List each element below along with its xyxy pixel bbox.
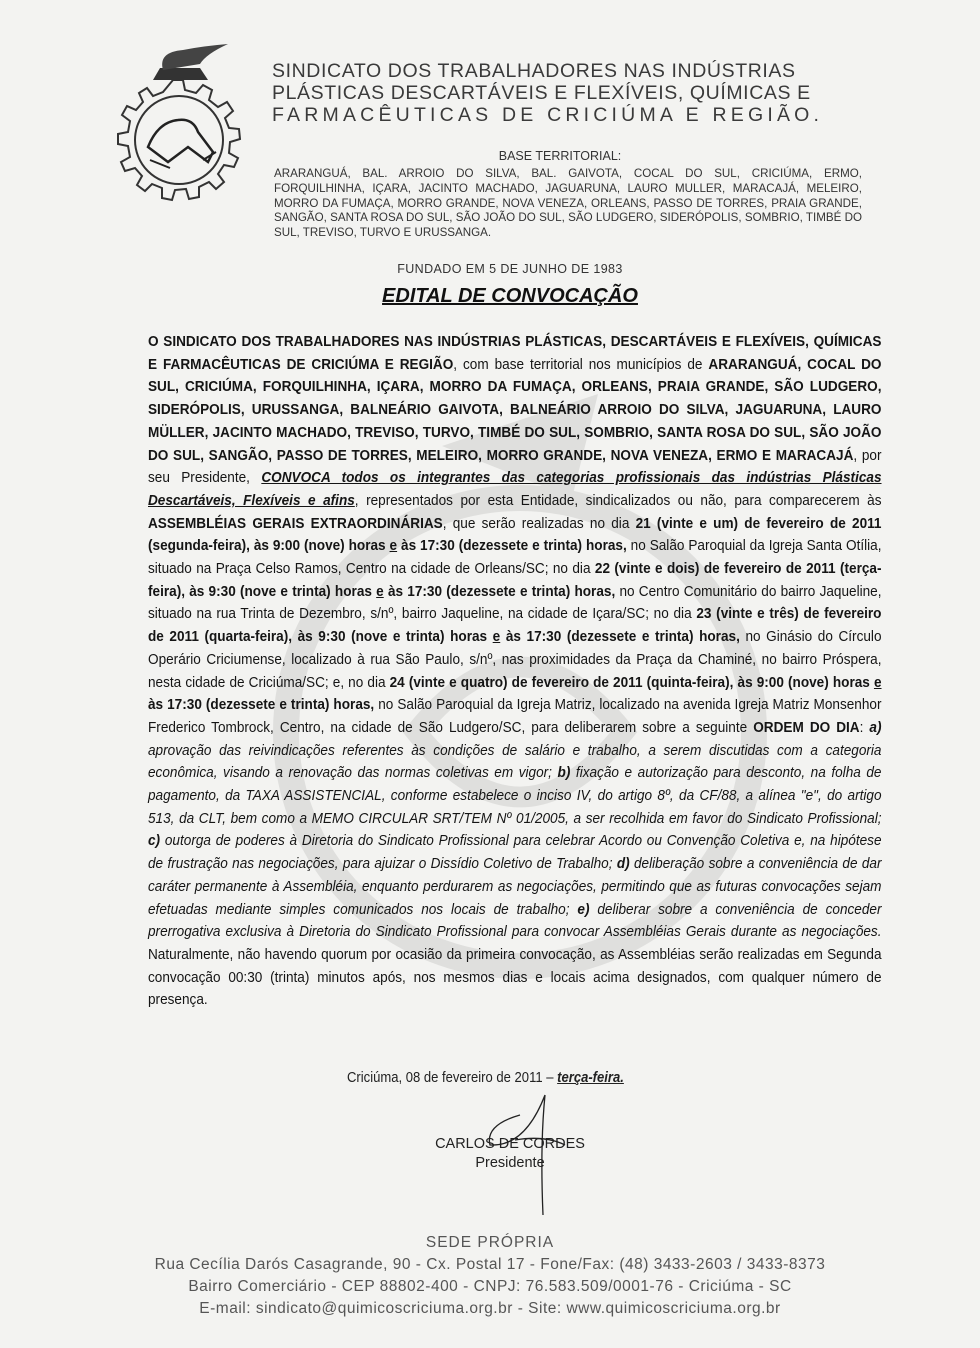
footer-contact: E-mail: sindicato@quimicoscriciuma.org.br - Site: www.quimicoscriciuma.org.br bbox=[199, 1300, 781, 1317]
paragraph-segment: fixação e autorização para desconto, na folha de pagamento, da TAXA ASSISTENCIAL, conforme estabelece o inciso IV, do artigo 8º, da CF/88, a alínea "e", do artigo 513, da CLT, bem como a MEMO CIRCULAR SRT/TEM Nº 01/2005, a ser recolhida em favor do Sindicato Profissional; bbox=[148, 764, 882, 827]
signer-block bbox=[420, 1135, 600, 1173]
paragraph-segment: às 17:30 (dezessete e trinta) horas, bbox=[383, 582, 616, 600]
paragraph-segment: às 17:30 (dezessete e trinta) horas, bbox=[500, 628, 740, 646]
paragraph-segment: c) bbox=[148, 832, 161, 850]
paragraph-segment: e bbox=[389, 537, 398, 555]
paragraph-segment: e bbox=[492, 628, 501, 646]
paragraph-segment: às 17:30 (dezessete e trinta) horas, bbox=[397, 537, 627, 555]
paragraph-segment: d) bbox=[616, 855, 630, 873]
paragraph-segment: no Salão Paroquial da Igreja Matriz, localizado na avenida Igreja Matriz Monsenhor Frederico Tombrock, Centro, na cidade de São Ludgero/SC, para deliberarem sobre a seguinte bbox=[148, 696, 882, 736]
paragraph-segment: O SINDICATO DOS TRABALHADORES NAS INDÚSTRIAS PLÁSTICAS, DESCARTÁVEIS E FLEXÍVEIS, QUÍMICAS E FARMACÊUTICAS DE CRICIÚMA E REGIÃO bbox=[148, 333, 882, 373]
union-logo-icon bbox=[88, 42, 258, 227]
paragraph-segment: e) bbox=[577, 900, 590, 918]
paragraph-segment: aprovação das reivindicações referentes às condições de salário e trabalho, a serem discutidas com a categoria econômica, visando a renovação das normas coletivas em vigor; bbox=[148, 741, 882, 782]
base-territorial-title: BASE TERRITORIAL: bbox=[498, 149, 622, 163]
closing-weekday: terça-feira. bbox=[557, 1070, 624, 1086]
paragraph-segment: no Salão Paroquial da Igreja Santa Otília, situado na Praça Celso Ramos, Centro na cidade de Orleans/SC; no dia bbox=[148, 537, 882, 578]
paragraph-segment: e bbox=[873, 673, 882, 691]
footer-title: SEDE PRÓPRIA bbox=[425, 1234, 555, 1251]
footer-address: Rua Cecília Darós Casagrande, 90 - Cx. Postal 17 - Fone/Fax: (48) 3433-2603 / 3433-8373 bbox=[154, 1256, 826, 1273]
organization-name bbox=[272, 60, 872, 126]
closing-date-line bbox=[347, 1070, 624, 1086]
paragraph-segment: , com base territorial nos municípios de bbox=[453, 355, 709, 373]
paragraph-segment: a) bbox=[869, 718, 882, 736]
organization-name-line-3: FARMACÊUTICAS DE CRICIÚMA E REGIÃO. bbox=[272, 104, 824, 126]
footer-district: Bairro Comerciário - CEP 88802-400 - CNPJ: 76.583.509/0001-76 - Criciúma - SC bbox=[188, 1278, 792, 1295]
paragraph-segment: outorga de poderes à Diretoria do Sindicato Profissional para celebrar Acordo ou Convenção Coletiva e, na hipótese de frustração nas negociações, para ajuizar o Dissídio Coletivo de Trabalho; bbox=[148, 832, 882, 873]
paragraph-segment: ARARANGUÁ, COCAL DO SUL, CRICIÚMA, FORQUILHINHA, IÇARA, MORRO DA FUMAÇA, ORLEANS, PRAIA GRANDE, SÃO LUDGERO, SIDERÓPOLIS, URUSSANGA, BALNEÁRIO GAIVOTA, BALNEÁRIO ARROIO DO SILVA, JAGUARUNA, LAURO MÜLLER, JACINTO MACHADO, TREVISO, TURVO, TIMBÉ DO SUL, SOMBRIO, SANTA ROSA DO SUL, SÃO JOÃO DO SUL, SANGÃO, PASSO DE TORRES, MELEIRO, MORRO GRANDE, NOVA VENEZA, ERMO E MARACAJÁ bbox=[148, 355, 882, 464]
paragraph-segment: , que serão realizadas no dia bbox=[442, 514, 636, 532]
base-territorial-list: ARARANGUÁ, BAL. ARROIO DO SILVA, BAL. GAIVOTA, COCAL DO SUL, CRICIÚMA, ERMO, FORQUILHINHA, IÇARA, JACINTO MACHADO, JAGUARUNA, LAURO MULLER, MARACAJÁ, MELEIRO, MORRO DA FUMAÇA, MORRO GRANDE, NOVA VENEZA, ORLEANS, PASSO DE TORRES, PRAIA GRANDE, SANGÃO, SANTA ROSA DO SUL, SÃO JOÃO DO SUL, SÃO LUDGERO, SIDERÓPOLIS, SOMBRIO, TIMBÉ DO SUL, TREVISO, TURVO E URUSSANGA. bbox=[274, 167, 862, 240]
paragraph-segment: deliberar sobre a conveniência de conceder prerrogativa exclusiva à Diretoria do Sindicato Profissional para convocar Assembléias Gerais durante as negociações. bbox=[148, 900, 882, 941]
organization-name-line-2: PLÁSTICAS DESCARTÁVEIS E FLEXÍVEIS, QUÍMICAS E bbox=[272, 82, 811, 104]
organization-name-line-1: SINDICATO DOS TRABALHADORES NAS INDÚSTRIAS bbox=[272, 60, 796, 82]
paragraph-segment: b) bbox=[557, 764, 571, 782]
paragraph-segment: no Centro Comunitário do bairro Jaqueline, situado na rua Trinta de Dezembro, s/nº, bairro Jaqueline, na cidade de Içara/SC; no dia bbox=[148, 582, 882, 623]
paragraph-segment: , representados por esta Entidade, sindicalizados ou não, para comparecerem às bbox=[354, 491, 882, 509]
paragraph-segment: 21 (vinte e um) de fevereiro de 2011 (segunda-feira), às 9:00 (nove) horas bbox=[148, 514, 882, 555]
paragraph-segment: : bbox=[859, 718, 870, 736]
founded-date: FUNDADO EM 5 DE JUNHO DE 1983 bbox=[397, 262, 623, 276]
convocation-paragraph bbox=[148, 331, 882, 1012]
document-title: EDITAL DE CONVOCAÇÃO bbox=[382, 285, 638, 307]
paragraph-segment: 24 (vinte e quatro) de fevereiro de 2011 (quinta-feira), às 9:00 (nove) horas bbox=[389, 673, 874, 691]
paragraph-segment: , por seu Presidente, bbox=[148, 446, 882, 487]
paragraph-segment: CONVOCA todos os integrantes das categorias profissionais das indústrias Plásticas Descartáveis, Flexíveis e afins bbox=[148, 469, 882, 509]
paragraph-segment: ASSEMBLÉIAS GERAIS EXTRAORDINÁRIAS bbox=[148, 514, 443, 532]
paragraph-segment: ORDEM DO DIA bbox=[753, 718, 860, 736]
paragraph-segment: deliberação sobre a conveniência de dar caráter permanente à Assembléia, enquanto perdurarem as negociações, permitindo que as futuras convocações sejam efetuadas mediante simples comunicados nos locais de trabalho; bbox=[148, 855, 882, 918]
paragraph-segment: 22 (vinte e dois) de fevereiro de 2011 (terça-feira), às 9:30 (nove e trinta) horas bbox=[148, 560, 882, 600]
signer-role: Presidente bbox=[475, 1155, 545, 1171]
closing-place-date: Criciúma, 08 de fevereiro de 2011 – bbox=[347, 1070, 558, 1086]
paragraph-segment: no Ginásio do Círculo Operário Criciumense, localizado à rua São Paulo, s/nº, nas proximidades da Praça da Chaminé, no bairro Próspera, nesta cidade de Criciúma/SC; e, no dia bbox=[148, 628, 882, 691]
paragraph-segment: Naturalmente, não havendo quorum por ocasião da primeira convocação, as Assembléias serão realizadas em Segunda convocação 00:30 (trinta) minutos após, nos mesmos dias e locais acima designados, com qualquer número de presença. bbox=[148, 945, 882, 1009]
paragraph-segment: às 17:30 (dezessete e trinta) horas, bbox=[148, 696, 375, 714]
paragraph-segment: e bbox=[376, 582, 384, 600]
paragraph-segment: 23 (vinte e três) de fevereiro de 2011 (quarta-feira), às 9:30 (nove e trinta) horas bbox=[148, 605, 882, 646]
signer-name: CARLOS DE CORDES bbox=[435, 1136, 585, 1152]
